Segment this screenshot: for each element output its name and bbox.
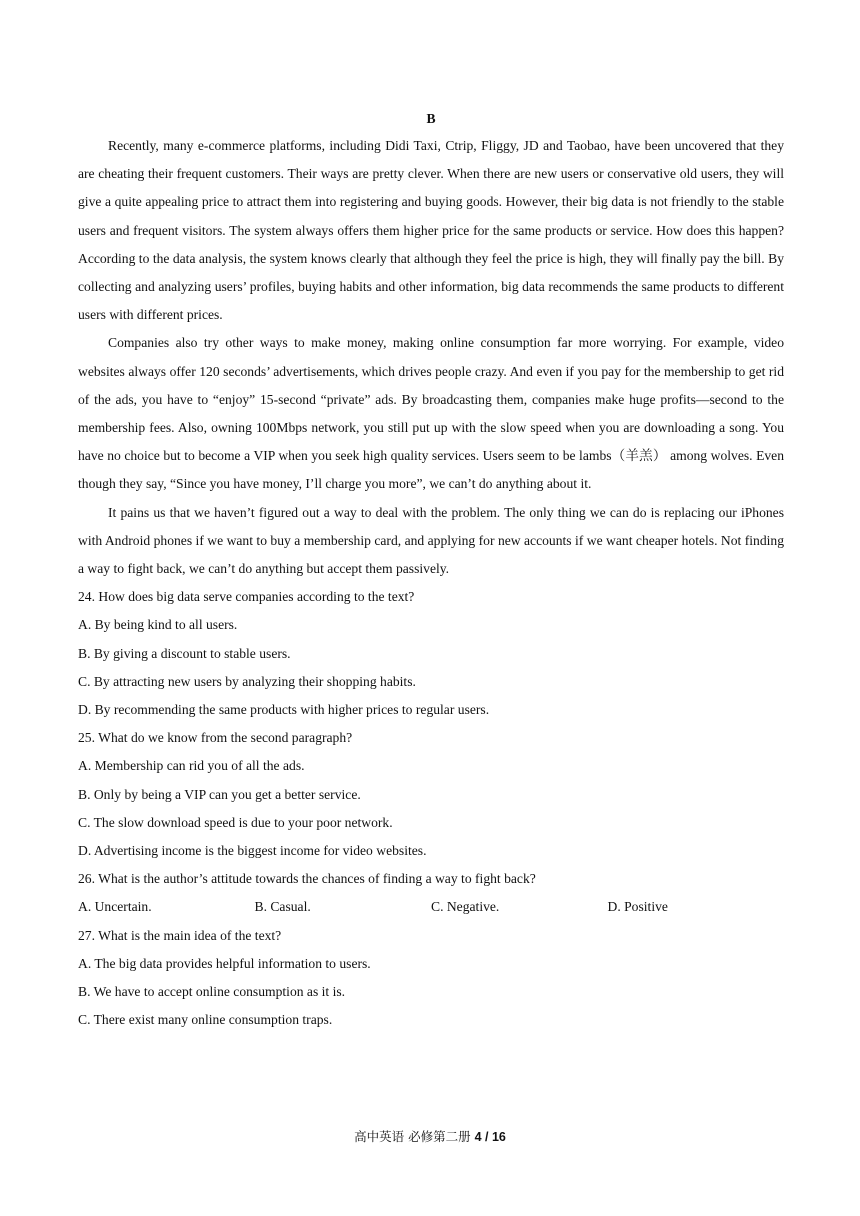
- option-d: D. Advertising income is the biggest income for video websites.: [78, 842, 427, 858]
- question-stem: 26. What is the author’s attitude towards the chances of finding a way to fight back?: [78, 871, 536, 887]
- question-27: [78, 922, 784, 1035]
- question-stem: 24. How does big data serve companies according to the text?: [78, 589, 415, 605]
- option-a: A. The big data provides helpful information to users.: [78, 955, 371, 971]
- question-26: [78, 865, 784, 921]
- option-a: A. Membership can rid you of all the ads.: [78, 758, 305, 774]
- question-stem: 25. What do we know from the second paragraph?: [78, 730, 353, 746]
- passage-paragraph-1: Recently, many e-commerce platforms, including Didi Taxi, Ctrip, Fliggy, JD and Taobao, have been uncovered that they are cheating their frequent customers. Their ways are pretty clever. When there are new users or conservative old users, they will give a quite appealing price to attract them into registering and buying goods. However, their big data is not friendly to the stable users and frequent visitors. The system always offers them higher price for the same products or service. How does this happen? According to the data analysis, the system knows clearly that although they feel the price is high, they will finally pay the bill. By collecting and analyzing users’ profiles, buying habits and other information, big data recommends the same products to different users with different prices.: [78, 138, 784, 323]
- option-d: D. By recommending the same products with higher prices to regular users.: [78, 702, 490, 717]
- option-c: C. Negative.: [431, 899, 500, 915]
- page-number: 4 / 16: [474, 1130, 506, 1144]
- document-page: [78, 108, 784, 1034]
- footer-label: 高中英语 必修第二册: [354, 1129, 475, 1144]
- option-c: C. By attracting new users by analyzing their shopping habits.: [78, 673, 416, 689]
- option-b: B. By giving a discount to stable users.: [78, 645, 291, 661]
- question-24: [78, 583, 784, 724]
- option-c: C. There exist many online consumption traps.: [78, 1012, 333, 1028]
- question-25: [78, 724, 784, 865]
- option-a: A. Uncertain.: [78, 899, 152, 915]
- option-a: A. By being kind to all users.: [78, 617, 238, 633]
- option-c: C. The slow download speed is due to your poor network.: [78, 814, 393, 830]
- option-b: B. Casual.: [254, 899, 311, 915]
- options-row: [78, 893, 784, 921]
- page-footer: [0, 1127, 860, 1145]
- passage-paragraph-3: It pains us that we haven’t figured out a way to deal with the problem. The only thing we can do is replacing our iPhones with Android phones if we want to buy a membership card, and applying for new accounts if we want cheaper hotels. Not finding a way to fight back, we can’t do anything but accept them passively.: [78, 504, 784, 577]
- option-d: D. Positive: [607, 899, 668, 915]
- option-b: B. Only by being a VIP can you get a better service.: [78, 786, 361, 802]
- section-label: B: [426, 111, 436, 126]
- question-stem: 27. What is the main idea of the text?: [78, 927, 282, 943]
- option-b: B. We have to accept online consumption as it is.: [78, 983, 346, 999]
- passage-paragraph-2: Companies also try other ways to make money, making online consumption far more worrying. For example, video websites always offer 120 seconds’ advertisements, which drives people crazy. And even if you pay for the membership to get rid of the ads, you have to “enjoy” 15-second “private” ads. By broadcasting them, companies make huge profits—second to the membership fees. Also, owning 100Mbps network, you still put up with the slow speed when you are downloading a song. You have no choice but to become a VIP when you seek high quality services. Users seem to be lambs（羊羔） among wolves. Even though they say, “Since you have money, I’ll charge you more”, we can’t do anything about it.: [78, 335, 784, 492]
